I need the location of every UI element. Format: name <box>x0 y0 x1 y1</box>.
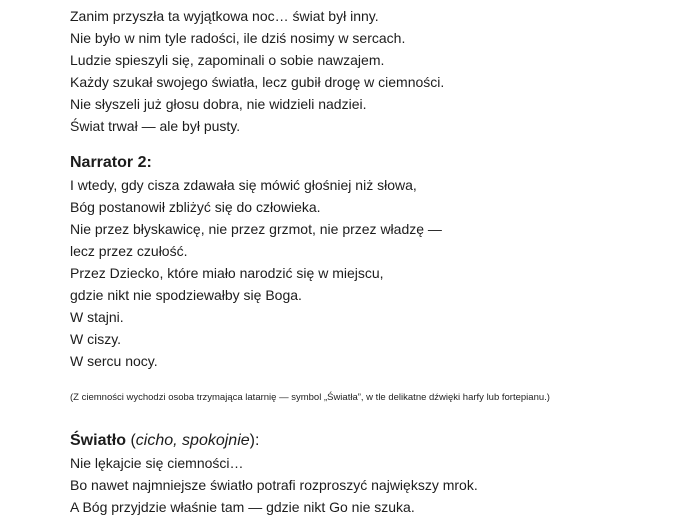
intro-line: Nie słyszeli już głosu dobra, nie widzieli nadziei. <box>70 96 367 112</box>
direction-open: ( <box>126 432 136 449</box>
intro-line: Nie było w nim tyle radości, ile dziś nosimy w sercach. <box>70 30 406 46</box>
intro-line: Zanim przyszła ta wyjątkowa noc… świat był inny. <box>70 8 379 24</box>
script-page <box>70 5 680 518</box>
narrator-2-line: gdzie nikt nie spodziewałby się Boga. <box>70 287 302 303</box>
intro-passage <box>70 5 680 137</box>
speaker-heading-narrator-2: Narrator 2: <box>70 154 152 171</box>
swiatlo-line: A Bóg przyjdzie właśnie tam — gdzie nikt Go nie szuka. <box>70 499 415 515</box>
narrator-2-line: lecz przez czułość. <box>70 243 188 259</box>
speaker-direction: cicho, spokojnie <box>135 432 250 449</box>
swiatlo-line: Bo nawet najmniejsze światło potrafi rozproszyć największy mrok. <box>70 477 478 493</box>
intro-line: Świat trwał — ale był pusty. <box>70 118 241 134</box>
narrator-2-line: Bóg postanowił zbliżyć się do człowieka. <box>70 199 321 215</box>
narrator-2-section <box>70 152 680 372</box>
intro-line: Każdy szukał swojego światła, lecz gubił drogę w ciemności. <box>70 74 445 90</box>
swiatlo-line: Nie lękajcie się ciemności… <box>70 455 244 471</box>
narrator-2-line: Nie przez błyskawicę, nie przez grzmot, nie przez władzę — <box>70 221 442 237</box>
speaker-name-swiatlo: Światło <box>70 432 127 449</box>
direction-close: ): <box>249 432 260 449</box>
stage-direction: (Z ciemności wychodzi osoba trzymająca latarnię — symbol „Światła”, w tle delikatne dźwięki harfy lub fortepianu.) <box>70 392 550 403</box>
intro-line: Ludzie spieszyli się, zapominali o sobie nawzajem. <box>70 52 385 68</box>
narrator-2-line: W stajni. <box>70 309 124 325</box>
narrator-2-line: I wtedy, gdy cisza zdawała się mówić głośniej niż słowa, <box>70 177 417 193</box>
swiatlo-section <box>70 430 680 518</box>
narrator-2-line: Przez Dziecko, które miało narodzić się w miejscu, <box>70 265 384 281</box>
narrator-2-line: W sercu nocy. <box>70 353 158 369</box>
narrator-2-line: W ciszy. <box>70 331 122 347</box>
speaker-heading-swiatlo <box>70 430 680 452</box>
